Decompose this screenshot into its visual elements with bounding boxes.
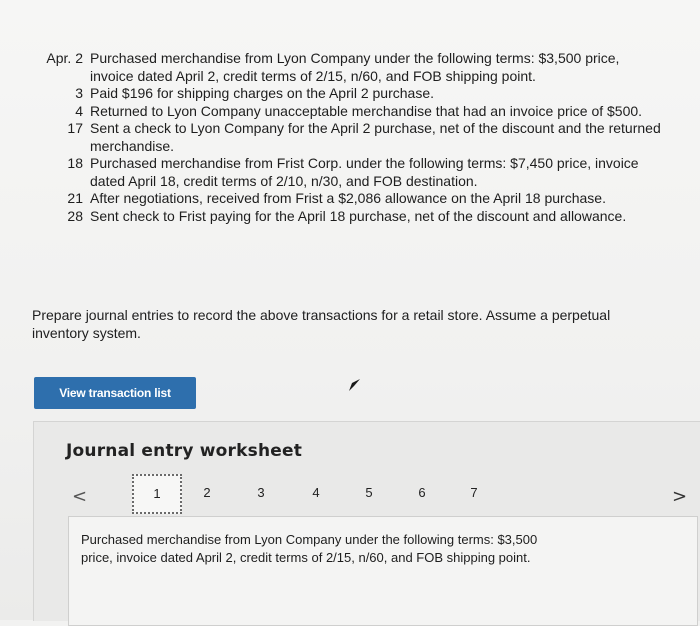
- page-button-7[interactable]: 7: [470, 485, 478, 500]
- transaction-date: 21: [67, 190, 83, 206]
- chevron-right-icon[interactable]: >: [672, 486, 688, 507]
- page-button-4[interactable]: 4: [312, 485, 320, 500]
- transaction-text: Purchased merchandise from Lyon Company under the following terms: $3,500 price, invoice dated April 2, credit terms of 2/15, n/60, and FOB shipping point.: [90, 50, 620, 84]
- transaction-row: [32, 190, 672, 208]
- transaction-text: Paid $196 for shipping charges on the April 2 purchase.: [90, 85, 435, 101]
- page-button-2[interactable]: 2: [203, 485, 211, 500]
- transaction-list: [32, 50, 672, 225]
- transaction-date: Apr. 2: [46, 50, 83, 66]
- mouse-pointer-icon: [346, 377, 362, 393]
- transaction-text: Returned to Lyon Company unacceptable merchandise that had an invoice price of $500.: [90, 102, 643, 119]
- transaction-date: 3: [75, 85, 83, 101]
- transaction-row: [32, 155, 672, 190]
- journal-entry-worksheet: [33, 421, 700, 621]
- transaction-date: 18: [67, 155, 83, 171]
- page-button-5[interactable]: 5: [365, 485, 373, 500]
- transaction-row: [32, 50, 672, 85]
- transaction-text: Sent a check to Lyon Company for the April 2 purchase, net of the discount and the returned merchandise.: [90, 120, 661, 154]
- transaction-text: Purchased merchandise from Frist Corp. under the following terms: $7,450 price, invoice dated April 18, credit terms of 2/10, n/30, and FOB destination.: [90, 155, 639, 189]
- transaction-row: [32, 208, 672, 226]
- worksheet-entry-panel: [68, 516, 698, 626]
- transaction-row: [32, 85, 672, 103]
- transaction-date: 4: [75, 102, 83, 119]
- transaction-date: 17: [67, 120, 83, 136]
- transaction-date: 28: [67, 207, 83, 224]
- transaction-row: [32, 103, 672, 121]
- chevron-left-icon[interactable]: <: [72, 486, 88, 507]
- page-button-1[interactable]: 1: [132, 474, 182, 514]
- instructions-text: Prepare journal entries to record the above transactions for a retail store. Assume a perpetual inventory system.: [32, 307, 611, 341]
- page-button-3[interactable]: 3: [257, 485, 265, 500]
- view-transaction-list-button[interactable]: View transaction list: [34, 377, 196, 409]
- transaction-text: After negotiations, received from Frist a $2,086 allowance on the April 18 purchase.: [90, 190, 606, 206]
- page-button-6[interactable]: 6: [418, 485, 426, 500]
- transaction-row: [32, 120, 672, 155]
- worksheet-title: Journal entry worksheet: [66, 441, 303, 461]
- entry-description: Purchased merchandise from Lyon Company under the following terms: $3,500 price, invoice dated April 2, credit terms of 2/15, n/60, and FOB shipping point.: [81, 532, 538, 565]
- transaction-text: Sent check to Frist paying for the April 18 purchase, net of the discount and allowance.: [90, 207, 627, 224]
